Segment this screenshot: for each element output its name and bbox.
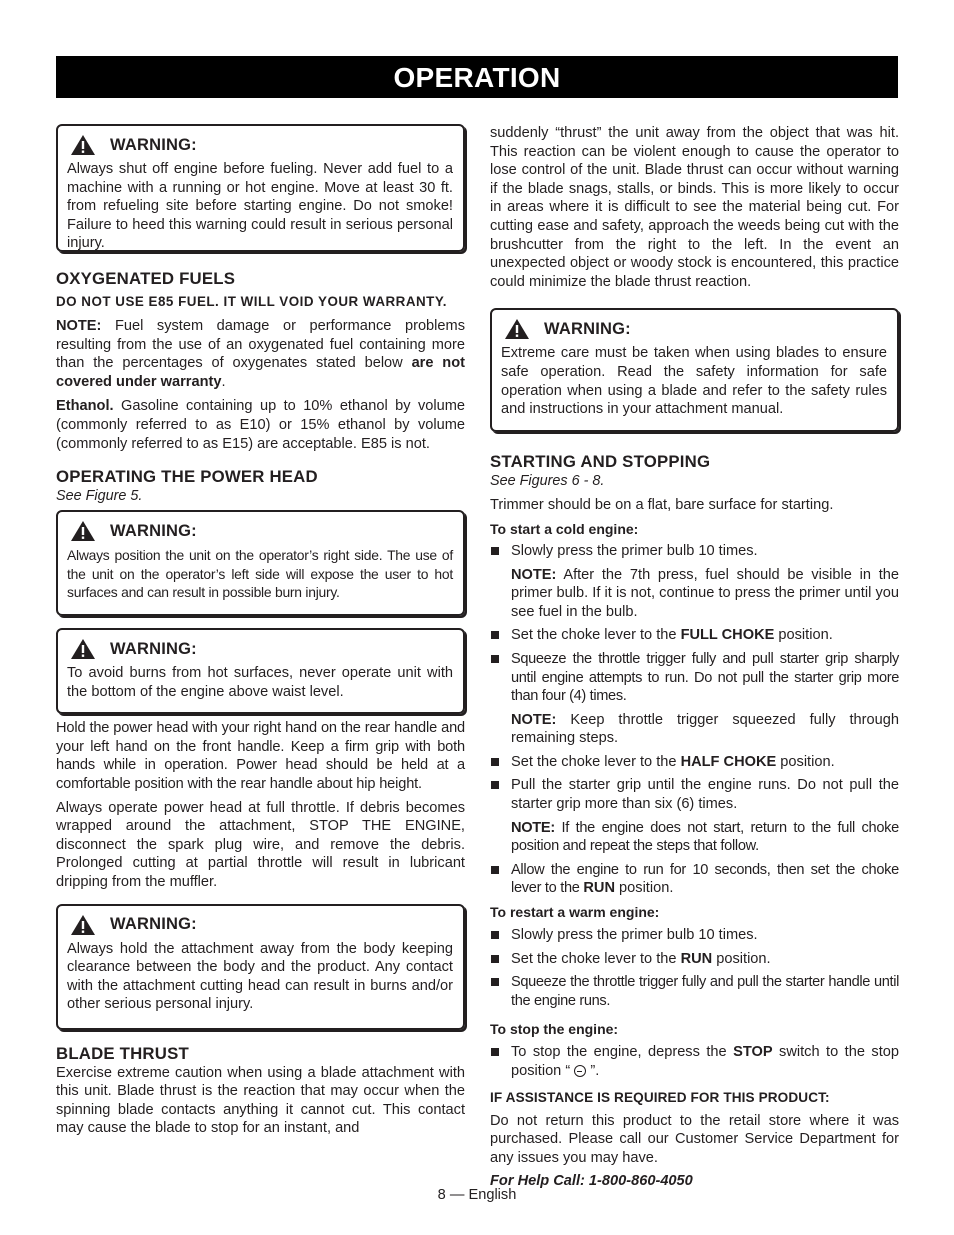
list-item: To stop the engine, depress the STOP switch to the stop position “ ”. — [490, 1043, 899, 1080]
figure-reference: See Figures 6 - 8. — [490, 473, 605, 490]
cold-engine-steps — [490, 542, 899, 561]
list-item: Slowly press the primer bulb 10 times. — [490, 926, 899, 945]
warning-box-blades — [490, 308, 899, 432]
note-end: . — [221, 373, 226, 390]
cold-note-2: NOTE: Keep throttle trigger squeezed fully through remaining steps. — [511, 711, 899, 747]
cold-engine-steps-2 — [490, 626, 899, 705]
warning-text: Always hold the attachment away from the body keeping clearance between the body and the product. Any contact with the attachment cutting head can result in burns and/or other serious personal injury. — [67, 940, 453, 1013]
warning-header — [67, 915, 453, 935]
warning-triangle-icon — [70, 638, 96, 660]
warning-label: WARNING: — [110, 915, 197, 933]
ethanol-paragraph — [56, 397, 465, 453]
section-heading-blade-thrust: BLADE THRUST — [56, 1043, 189, 1063]
warning-text: Extreme care must be taken when using blades to ensure safe operation. Read the safety information for safe operation when using a blade and refer to the safety rules and instructions in your attachment manual. — [501, 345, 887, 418]
assistance-heading: IF ASSISTANCE IS REQUIRED FOR THIS PRODUCT: — [490, 1089, 830, 1105]
left-column — [56, 124, 465, 1138]
stop-engine-heading: To stop the engine: — [490, 1021, 619, 1038]
cold-note-1: NOTE: After the 7th press, fuel should be visible in the primer bulb. If it is not, continue to press the primer until you see fuel in the bulb. — [511, 566, 899, 620]
warning-header — [67, 639, 453, 659]
warning-box-position — [56, 510, 465, 616]
list-item: Pull the starter grip until the engine runs. Do not pull the starter grip more than six (6) times. — [490, 776, 899, 813]
cold-note-3: NOTE: If the engine does not start, return to the full choke position and repeat the steps that follow. — [511, 819, 899, 855]
ethanol-text: Gasoline containing up to 10% ethanol by volume (commonly referred to as E10) or 15% ethanol by volume (commonly referred to as E15) are acceptable. E85 is not. — [56, 398, 465, 452]
warning-text: Always shut off engine before fueling. Never add fuel to a machine with a running or hot engine. Move at least 30 ft. from refueling site before starting engine. Do not smoke! Failure to heed this warning could result in serious personal injury. — [67, 161, 453, 252]
section-heading-oxygenated: OXYGENATED FUELS — [56, 269, 236, 288]
warning-label: WARNING: — [110, 639, 197, 658]
stop-engine-steps — [490, 1043, 899, 1080]
list-item: Set the choke lever to the HALF CHOKE position. — [490, 753, 899, 772]
list-item: Squeeze the throttle trigger fully and pull starter grip sharply until engine attempts to run. Do not pull the starter grip more than four (4) times. — [490, 650, 899, 706]
warning-label: WARNING: — [544, 319, 631, 338]
page-title: OPERATION — [56, 56, 898, 98]
warning-header — [67, 135, 453, 155]
list-item: Set the choke lever to the RUN position. — [490, 950, 899, 969]
oxygenated-note — [56, 317, 465, 391]
warning-text: To avoid burns from hot surfaces, never operate unit with the bottom of the engine above waist level. — [67, 665, 453, 700]
warning-box-attachment — [56, 904, 465, 1030]
list-item: Squeeze the throttle trigger fully and pull the starter handle until the engine runs. — [490, 973, 899, 1010]
ethanol-label: Ethanol. — [56, 398, 114, 415]
stop-symbol-icon — [574, 1065, 586, 1077]
blade-thrust-paragraph: Exercise extreme caution when using a blade attachment with this unit. Blade thrust is the reaction that may occur when the spinning blade contacts anything it cannot cut. This contact may cause the blade to stop for an instant, and — [56, 1064, 465, 1137]
assistance-text: Do not return this product to the retail store where it was purchased. Please call our Customer Service Department for any issues you may have. — [490, 1112, 899, 1166]
starting-intro: Trimmer should be on a flat, bare surface for starting. — [490, 497, 834, 514]
warning-box-burns — [56, 628, 465, 714]
warning-triangle-icon — [504, 318, 530, 340]
list-item: Set the choke lever to the FULL CHOKE position. — [490, 626, 899, 645]
warm-engine-steps — [490, 926, 899, 1010]
note-label: NOTE: — [56, 318, 102, 334]
page-footer: 8 — English — [437, 1187, 517, 1203]
cold-engine-steps-4 — [490, 861, 899, 898]
power-head-paragraph-2: Always operate power head at full throttle. If debris becomes wrapped around the attachment, STOP THE ENGINE, disconnect the spark plug wire, and remove the debris. Prolonged cutting at partial throttle will result in lubricant dripping from the muffler. — [56, 799, 465, 890]
figure-reference: See Figure 5. — [56, 488, 143, 505]
warning-triangle-icon — [70, 134, 96, 156]
note-bold: are not covered under warranty — [56, 355, 465, 390]
warm-engine-heading: To restart a warm engine: — [490, 904, 660, 921]
help-phone-line: For Help Call: 1-800-860-4050 — [490, 1173, 693, 1190]
note-text: Fuel system damage or performance problems resulting from the use of an oxygenated fuel containing more than the percentages of oxygenates stated below — [56, 318, 465, 372]
list-item: Slowly press the primer bulb 10 times. — [490, 542, 899, 561]
cold-engine-steps-3 — [490, 753, 899, 814]
warranty-caps-note: DO NOT USE E85 FUEL. IT WILL VOID YOUR WARRANTY. — [56, 294, 448, 309]
right-column — [490, 124, 899, 1190]
warning-header — [67, 521, 453, 541]
warning-header — [501, 319, 887, 339]
power-head-paragraph-1: Hold the power head with your right hand on the rear handle and your left hand on the front handle. Keep a firm grip with both hands while in operation. Power head should be held at a comfortable position with the rear handle about hip height. — [56, 720, 465, 792]
section-heading-power-head: OPERATING THE POWER HEAD — [56, 467, 318, 487]
warning-text: Always position the unit on the operator’s right side. The use of the unit on the operator’s left side will expose the user to hot surfaces and can result in possible burn injury. — [67, 547, 453, 601]
warning-triangle-icon — [70, 914, 96, 936]
warning-label: WARNING: — [110, 135, 197, 154]
warning-label: WARNING: — [110, 521, 197, 540]
blade-thrust-continued: suddenly “thrust” the unit away from the object that was hit. This reaction can be violent enough to cause the operator to lose control of the unit. Blade thrust can occur without warning if the blade snags, stalls, or binds. This is more likely to occur in areas where it is difficult to see the material being cut. For cutting ease and safety, approach the weeds being cut with the brushcutter from the right to the left. In the event an unexpected object or woody stock is encountered, this practice could minimize the blade thrust reaction. — [490, 125, 899, 290]
list-item: Allow the engine to run for 10 seconds, then set the choke lever to the RUN position. — [490, 861, 899, 898]
cold-engine-heading: To start a cold engine: — [490, 520, 639, 537]
section-heading-starting: STARTING AND STOPPING — [490, 452, 711, 472]
warning-box-fuel — [56, 124, 465, 252]
warning-triangle-icon — [70, 520, 96, 542]
